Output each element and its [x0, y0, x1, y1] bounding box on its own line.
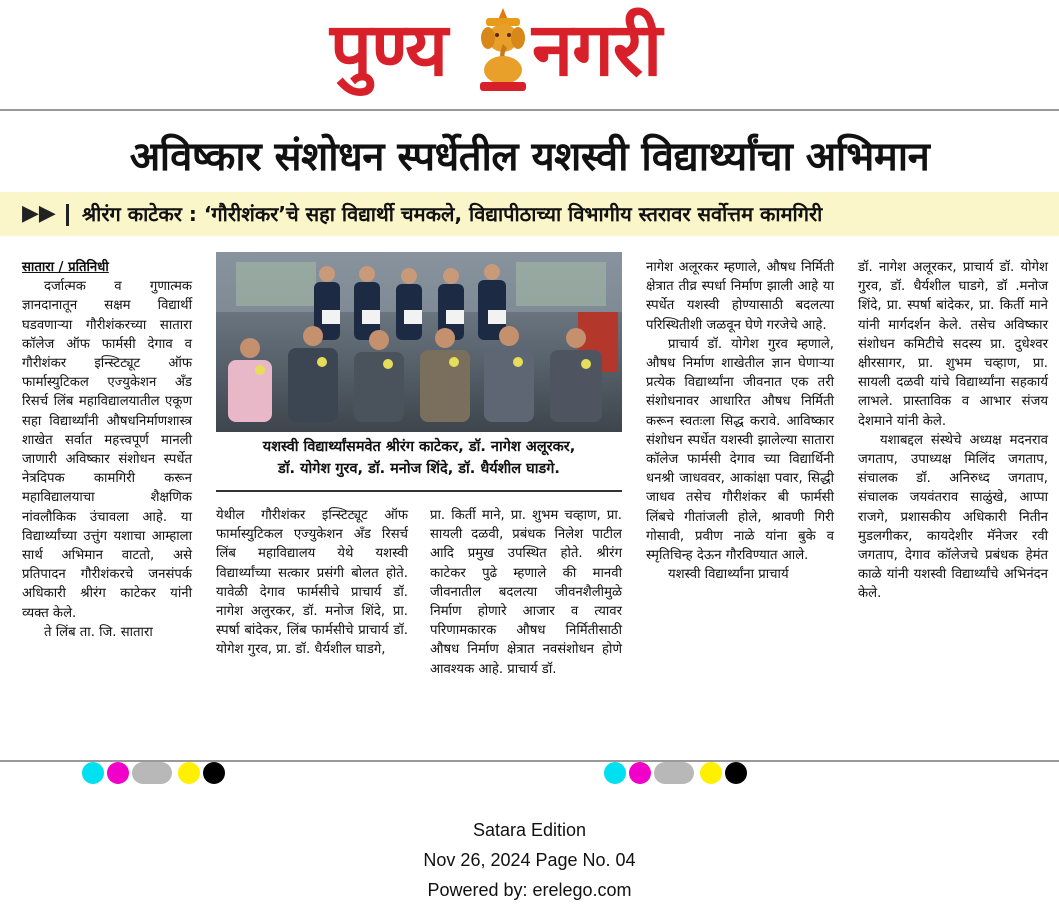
photo-caption-line-2: डॉ. योगेश गुरव, डॉ. मनोज शिंदे, डॉ. धैर्यशील घाडगे. [278, 461, 560, 477]
registration-dot [654, 762, 694, 784]
registration-dot [604, 762, 626, 784]
ganesha-emblem-icon [472, 4, 534, 96]
double-arrow-icon: ▶▶ [22, 201, 56, 226]
registration-dot [725, 762, 747, 784]
registration-dot [132, 762, 172, 784]
group-photo-illustration [216, 252, 622, 432]
article-paragraph: येथील गौरीशंकर इन्स्टिट्यूट ऑफ फार्मास्युटिकल एज्युकेशन अँड रिसर्च लिंब महाविद्यालय येथे यशस्वी विद्यार्थ्यांच्या सत्कार प्रसंगी बोलत होते. यावेळी देगाव फार्मसीचे प्राचार्य डॉ. नागेश अलुरकर, डॉ. मनोज शिंदे, प्रा. स्पर्षा बांदेकर, लिंब फार्मसीचे प्राचार्य डॉ. योगेश गुरव, प्रा. डॉ. धैर्यशील घाडगे, [216, 508, 408, 658]
article-dateline: सातारा / प्रतिनिधी [22, 260, 109, 275]
caption-divider [216, 490, 622, 492]
article-photo [216, 252, 622, 432]
footer-powered-by: Powered by: erelego.com [427, 880, 632, 900]
article-paragraph: ते लिंब ता. जि. सातारा [44, 624, 153, 640]
article-paragraph: प्राचार्य डॉ. योगेश गुरव म्हणाले, औषध निर्माण शाखेतील ज्ञान घेणाऱ्या प्रत्येक विद्यार्थ्यांना जीवनात एक तरी संशोधनावर आधारित औषध निर्मिती करून स्वतःला सिद्ध करावे. आविष्कार संशोधन स्पर्धेत यशस्वी झालेल्या सातारा कॉलेज फार्मसी देगाव च्या विद्यार्थिनी धनश्री जाधववर, आकांक्षा पवार, सिद्धी जाधव तसेच गौरीशंकर बी फार्मसी लिंबचे गीतांजली होले, श्रावणी गिरी गोसावी, प्रवीण नाळे यांना बुके व स्मृतिचिन्ह देऊन गौरविण्यात आले. [646, 336, 834, 564]
registration-dot [178, 762, 200, 784]
footer-date-page: Nov 26, 2024 Page No. 04 [423, 850, 636, 870]
masthead-divider [0, 109, 1059, 111]
footer-edition: Satara Edition [472, 820, 587, 840]
registration-dot [203, 762, 225, 784]
article-paragraph: दर्जात्मक व गुणात्मक ज्ञानदानातून सक्षम विद्यार्थी घडवणाऱ्या गौरीशंकरच्या सातारा कॉलेज ऑफ फार्मसी देगाव व गौरीशंकर इन्स्टिट्यूट ऑफ फार्मास्युटिकल एज्युकेशन अँड रिसर्च लिंब महाविद्यालयातील एकूण सहा विद्यार्थ्यांनी औषधनिर्माणशास्त्र शाखेत सर्वात महत्त्वपूर्ण मानली जाणारी अविष्कार संशोधन स्पर्धेत नेत्रदिपक कामगिरी करून महाविद्यालयाचा शैक्षणिक नांवलौकिक उंचावला आहे. या विद्यार्थ्यांच्या उत्तुंग यशाचा आम्हाला सार्थ अभिमान वाटतो, असे प्रतिपादन गौरीशंकरचे जनसंपर्क अधिकारी श्रीरंग काटेकर यांनी व्यक्त केले. [22, 279, 192, 621]
color-registration-marks-right [604, 762, 754, 784]
logo-text-right: नगरी [532, 7, 662, 93]
article-paragraph: नागेश अलूरकर म्हणाले, औषध निर्मिती क्षेत्रात तीव्र स्पर्धा निर्माण झाली आहे या स्पर्धेत यशस्वी होण्यासाठी बदलत्या परिस्थितीशी जळवून घेणे गरजेचे आहे. [646, 260, 834, 333]
article-column-2 [216, 506, 408, 660]
logo-text-left: पुण्य [330, 7, 448, 93]
article-paragraph: डॉ. नागेश अलूरकर, प्राचार्य डॉ. योगेश गुरव, डॉ. धैर्यशील घाडगे, डॉ .मनोज शिंदे, प्रा. स्पर्षा बांदेकर, प्रा. किर्ती माने यांनी मार्गदर्शन केले. तसेच अविष्कार संशोधन कमिटीचे सदस्य प्रा. दुधेश्वर क्षीरसागर, प्रा. शुभम चव्हाण, प्रा. सायली दळवी यांचे विद्यार्थ्यांना सहकार्य लाभले. प्रास्ताविक व आभार संजय देशमाने यांनी केले. [858, 260, 1048, 429]
color-registration-marks-left [82, 762, 232, 784]
registration-dot [700, 762, 722, 784]
photo-caption [216, 436, 622, 488]
registration-dot [107, 762, 129, 784]
photo-caption-line-1: यशस्वी विद्यार्थ्यांसमवेत श्रीरंग काटेकर, डॉ. नागेश अलूरकर, [262, 439, 576, 455]
registration-dot [82, 762, 104, 784]
subheadline: श्रीरंग काटेकर : ‘गौरीशंकर’चे सहा विद्यार्थी चमकले, विद्यापीठाच्या विभागीय स्तरावर सर्वोत्तम कामगिरी [82, 202, 823, 226]
page-headline: अविष्कार संशोधन स्पर्धेतील यशस्वी विद्यार्थ्यांचा अभिमान [129, 134, 930, 180]
article-column-4 [646, 258, 834, 584]
article-column-5 [858, 258, 1048, 604]
article-paragraph: यशाबद्दल संस्थेचे अध्यक्ष मदनराव जगताप, उपाध्यक्ष मिलिंद जगताप, संचालक डॉ. अनिरुध्द जगताप, संचालक जयवंतराव साळुंखे, आप्पा राजगे, प्रशासकीय अधिकारी नितीन मुडलगीकर, कायदेशीर मॅनेजर रवी जगताप, देगाव कॉलेजचे प्रबंधक हेमंत काळे यांनी यशस्वी विद्यार्थ्यांचे अभिनंदन केले. [858, 432, 1048, 602]
article-paragraph: यशस्वी विद्यार्थ्यांना प्राचार्य [668, 567, 789, 583]
article-paragraph: प्रा. किर्ती माने, प्रा. शुभम चव्हाण, प्रा. सायली दळवी, प्रबंधक निलेश पाटील आदि प्रमुख उपस्थित होते. श्रीरंग काटेकर पुढे म्हणाले की मानवी जीवनातील बदलत्या जीवनशैलीमुळे निर्माण होणारे आजार व त्यावर परिणामकारक औषध निर्मितीसाठी औषध निर्माण क्षेत्रात नवसंशोधन होणे आवश्यक आहे. प्राचार्य डॉ. [430, 508, 622, 677]
subheadline-separator [66, 204, 69, 226]
registration-dot [629, 762, 651, 784]
masthead [0, 0, 1059, 108]
article-column-3 [430, 506, 622, 679]
article-column-1 [22, 258, 192, 642]
